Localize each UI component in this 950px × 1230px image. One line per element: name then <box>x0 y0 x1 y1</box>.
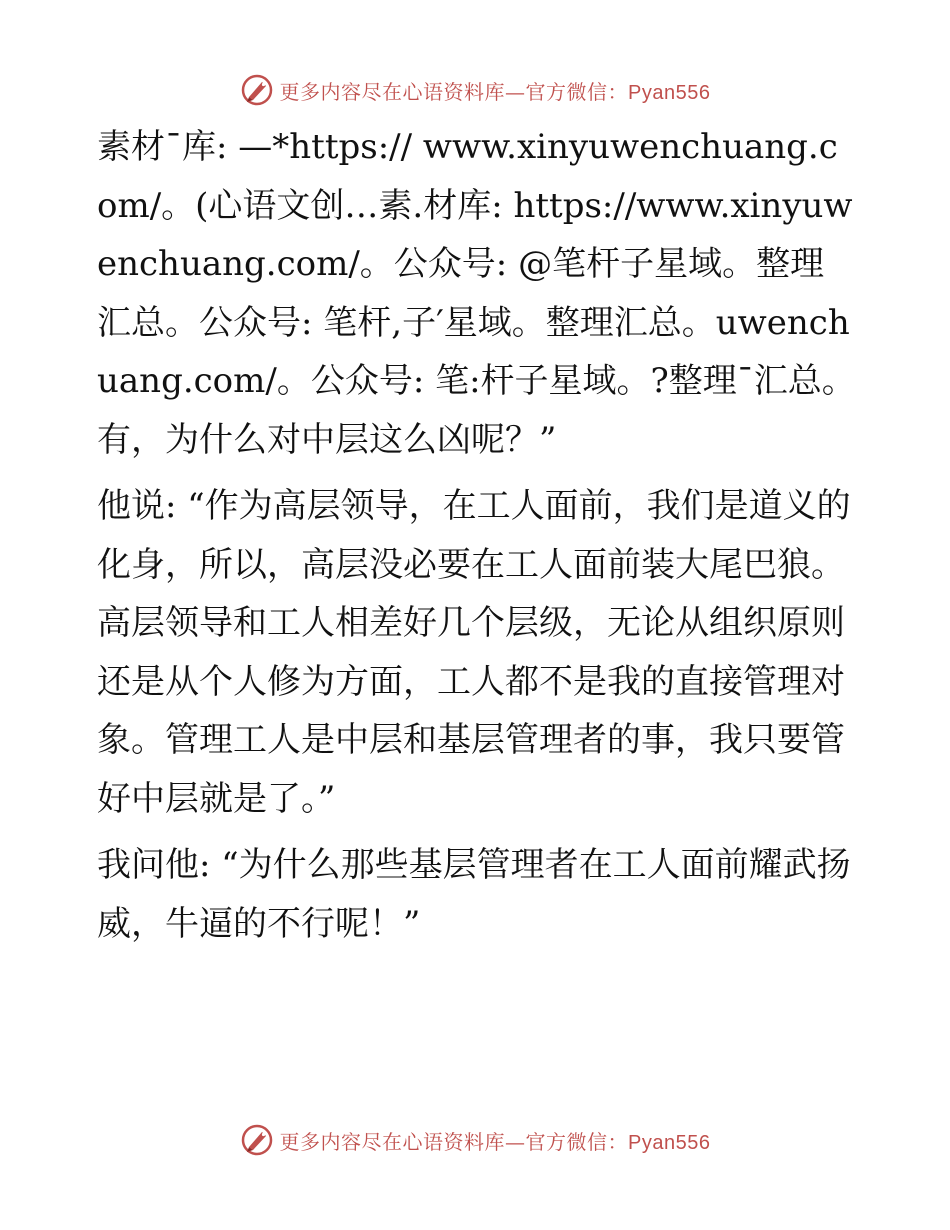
header-banner-text <box>280 76 711 105</box>
paragraph-3: 我问他: “为什么那些基层管理者在工人面前耀武扬威，牛逼的不行呢！” <box>97 845 851 944</box>
document-body <box>97 118 857 953</box>
paragraph-2: 他说: “作为高层领导，在工人面前，我们是道义的化身，所以，高层没必要在工人面前装大尾巴狼。高层领导和工人相差好几个层级，无论从组织原则还是从个人修为方面，工人都不是我的直接管理对象。管理工人是中层和基层管理者的事，我只要管好中层就是了。” <box>97 486 851 819</box>
header-banner <box>0 68 950 112</box>
header-wechat-id: Pyan556 <box>628 81 711 104</box>
pen-nib-logo-icon <box>240 1123 274 1157</box>
footer-banner <box>0 1118 950 1162</box>
footer-banner-prefix: 更多内容尽在心语资料库—官方微信： <box>279 1129 629 1154</box>
header-banner-prefix: 更多内容尽在心语资料库—官方微信： <box>279 79 629 104</box>
pen-nib-logo-icon <box>240 73 274 107</box>
paragraph-1: 素材¯库: —*https:// www.xinyuwenchuang.com/。(心语文创…素.材库: https://www.xinyuwenchuang.com/。公众号: @笔杆子星域。整理汇总。公众号: 笔杆,子′星域。整理汇总。uwenchuang.com/。公众号: 笔:杆子星域。?整理¯汇总。有，为什么对中层这么凶呢？” <box>97 127 856 460</box>
footer-wechat-id: Pyan556 <box>628 1131 711 1154</box>
footer-banner-text <box>280 1126 711 1155</box>
